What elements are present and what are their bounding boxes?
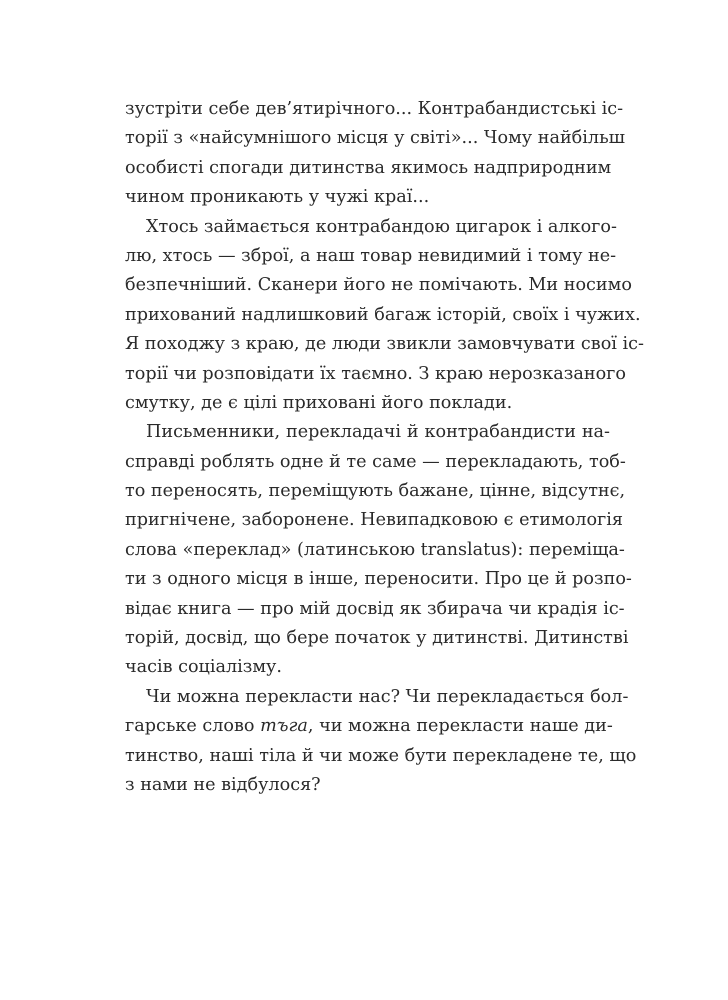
text-line bbox=[125, 124, 626, 153]
paragraph bbox=[125, 683, 637, 801]
text-segment: зустріти себе дев’ятирічного... Контрабандистські іс- bbox=[125, 99, 624, 119]
text-segment: Хтось займається контрабандою цигарок і алкого- bbox=[146, 216, 617, 237]
text-segment: лю, хтось — зброї, а наш товар невидимий і тому не- bbox=[125, 245, 617, 266]
text-line bbox=[125, 771, 610, 800]
paragraph bbox=[125, 213, 644, 419]
paragraph bbox=[125, 418, 632, 683]
text-line bbox=[125, 624, 629, 653]
text-segment: особисті спогади дитинства якимось надприродним bbox=[125, 157, 612, 178]
text-segment: чином проникають у чужі краї... bbox=[125, 187, 430, 208]
text-segment: Чи можна перекласти нас? Чи перекладається бол- bbox=[146, 686, 629, 707]
text-segment: Я походжу з краю, де люди звикли замовчувати свої іс- bbox=[125, 334, 644, 355]
text-line bbox=[125, 95, 624, 124]
text-line bbox=[125, 595, 625, 624]
text-segment: то переносять, переміщують бажане, цінне, відсутнє, bbox=[125, 481, 626, 502]
text-segment: відає книга — про мій досвід як збирача чи крадія іс- bbox=[125, 598, 625, 619]
text-line bbox=[125, 536, 625, 565]
text-line bbox=[125, 683, 629, 712]
text-segment: з нами не відбулося? bbox=[125, 774, 321, 795]
text-line bbox=[125, 271, 632, 300]
italic-word: тъга bbox=[260, 716, 308, 737]
text-segment: торії чи розповідати їх таємно. З краю нерозказаного bbox=[125, 363, 626, 384]
text-line bbox=[125, 213, 617, 242]
book-page-text bbox=[125, 95, 644, 800]
text-line bbox=[125, 183, 610, 212]
text-segment: торії з «найсумнішого місця у світі»... Чому найбільш bbox=[125, 128, 626, 149]
text-segment: справді роблять одне й те саме — перекладають, тоб- bbox=[125, 451, 626, 472]
text-line bbox=[125, 448, 626, 477]
text-segment: пригнічене, заборонене. Невипадковою є етимологія bbox=[125, 510, 623, 531]
text-segment: тинство, наші тіла й чи може бути перекладене те, що bbox=[125, 745, 637, 766]
text-segment: гарське слово bbox=[125, 716, 261, 737]
text-segment: Письменники, перекладачі й контрабандисти на- bbox=[146, 422, 610, 443]
text-line bbox=[125, 301, 641, 330]
text-line bbox=[125, 653, 610, 682]
text-line bbox=[125, 565, 632, 594]
paragraph bbox=[125, 95, 626, 213]
text-segment: смутку, де є цілі приховані його поклади. bbox=[125, 392, 513, 413]
text-segment: ти з одного місця в інше, переносити. Про це й розпо- bbox=[125, 569, 632, 590]
text-segment: , чи можна перекласти наше ди- bbox=[307, 716, 613, 737]
text-line bbox=[125, 154, 610, 183]
text-line bbox=[125, 477, 626, 506]
text-line bbox=[125, 506, 623, 535]
text-line bbox=[125, 712, 613, 741]
text-line bbox=[125, 418, 610, 447]
text-segment: часів соціалізму. bbox=[125, 657, 283, 678]
text-line bbox=[125, 389, 610, 418]
text-line bbox=[125, 330, 644, 359]
text-segment: прихований надлишковий багаж історій, своїх і чужих. bbox=[125, 304, 641, 325]
text-line bbox=[125, 742, 637, 771]
text-segment: торій, досвід, що бере початок у дитинстві. Дитинстві bbox=[125, 628, 629, 649]
text-line bbox=[125, 360, 626, 389]
text-line bbox=[125, 242, 617, 271]
text-segment: безпечніший. Сканери його не помічають. Ми носимо bbox=[125, 275, 632, 296]
text-segment: слова «переклад» (латинською translatus): переміща- bbox=[125, 539, 625, 560]
